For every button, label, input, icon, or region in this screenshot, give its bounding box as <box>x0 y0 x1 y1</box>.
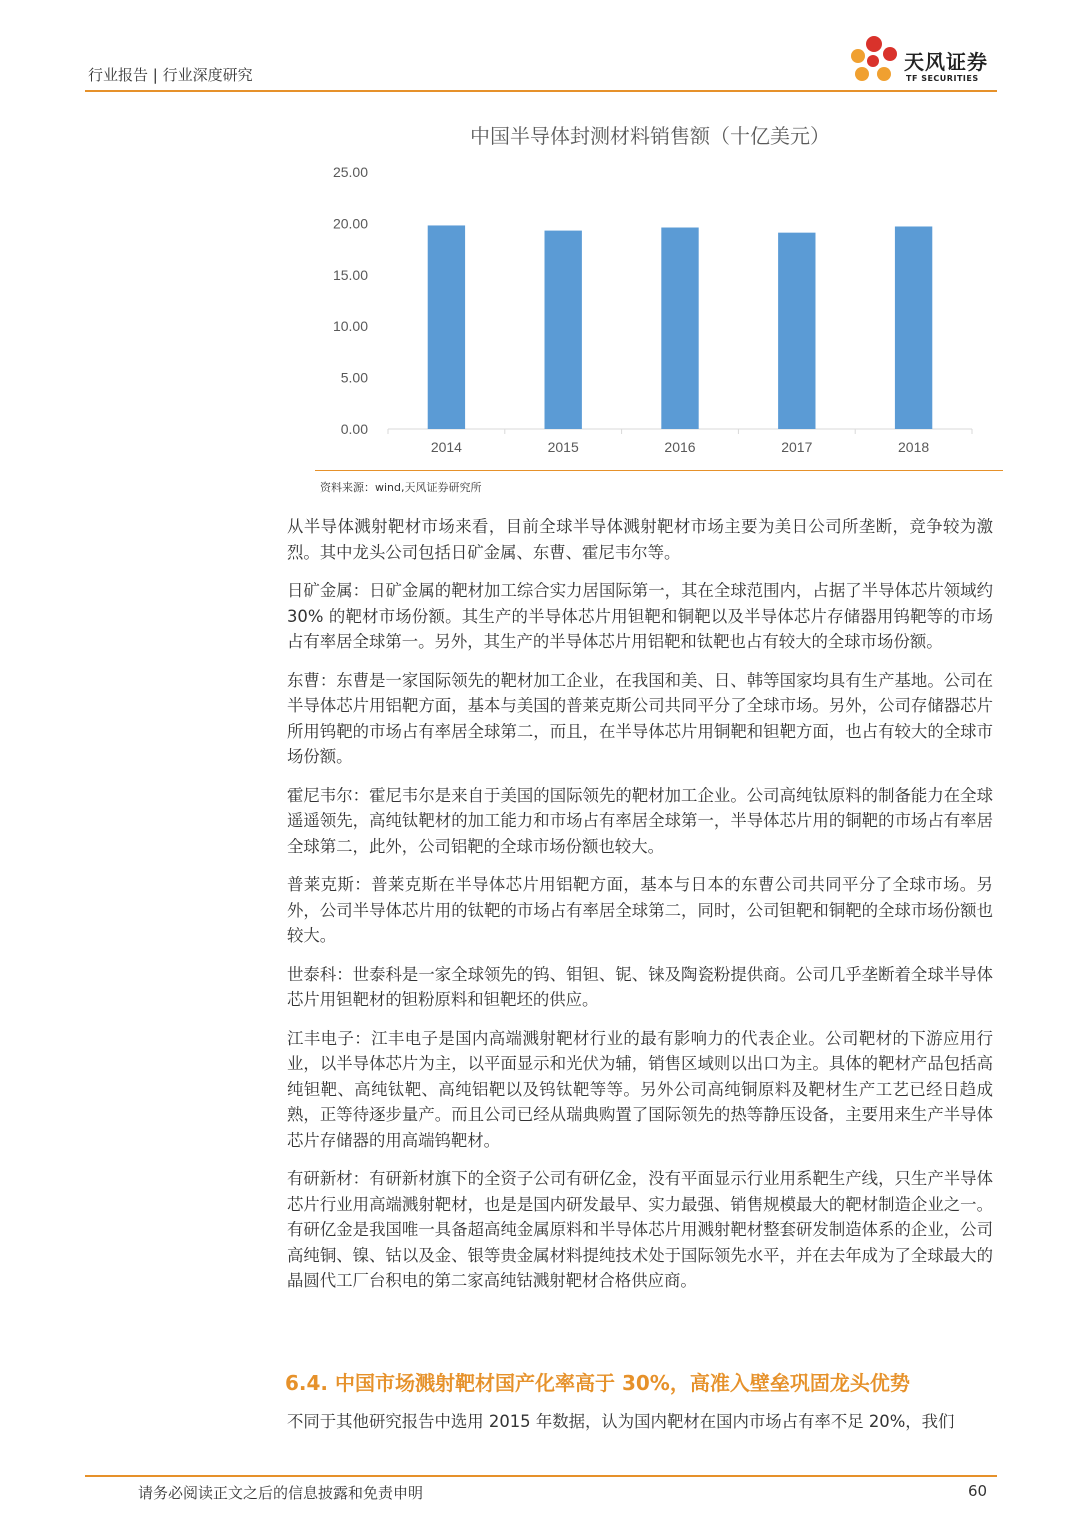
x-tick-label: 2018 <box>898 439 930 455</box>
company-logo <box>846 34 1006 90</box>
logo-name: 天风证券 <box>904 50 988 74</box>
header-divider <box>85 90 997 92</box>
paragraph-jiangfeng: 江丰电子：江丰电子是国内高端溅射靶材行业的最有影响力的代表企业。公司靶材的下游应用行业，以半导体芯片为主，以平面显示和光伏为辅，销售区域则以出口为主。具体的靶材产品包括高纯钽靶、高纯钛靶、高纯铝靶以及钨钛靶等等。另外公司高纯铜原料及靶材生产工艺已经日趋成熟，正等待逐步量产。而且公司已经从瑞典购置了国际领先的热等静压设备，主要用来生产半导体芯片存储器的用高端钨靶材。 <box>287 1028 993 1150</box>
section-heading: 6.4. 中国市场溅射靶材国产化率高于 30%，高准入壁垒巩固龙头优势 <box>285 1371 910 1395</box>
y-tick-label: 15.00 <box>332 266 368 283</box>
paragraph-youyan: 有研新材：有研新材旗下的全资子公司有研亿金，没有平面显示行业用系靶生产线，只生产半导体芯片行业用高端溅射靶材，也是是国内研发最早、实力最强、销售规模最大的靶材制造企业之一。有研亿金是我国唯一具备超高纯金属原料和半导体芯片用溅射靶材整套研发制造体系的企业，公司高纯铜、镍、钴以及金、银等贵金属材料提纯技术处于国际领先水平，并在去年成为了全球最大的晶圆代工厂台积电的第二家高纯钴溅射靶材合格供应商。 <box>287 1169 993 1290</box>
footer-divider <box>85 1475 997 1477</box>
paragraph-jx-metals: 日矿金属：日矿金属的靶材加工综合实力居国际第一，其在全球范围内，占据了半导体芯片领域约 30% 的靶材市场份额。其生产的半导体芯片用钽靶和铜靶以及半导体芯片存储器用钨靶等的市场占有率居全球第一。另外，其生产的半导体芯片用铝靶和钛靶也占有较大的全球市场份额。 <box>287 581 993 651</box>
y-tick-label: 25.00 <box>332 164 368 180</box>
bar-2017 <box>778 233 815 429</box>
bar-chart <box>320 158 1000 458</box>
y-tick-label: 20.00 <box>332 215 368 232</box>
paragraph-tosoh: 东曹：东曹是一家国际领先的靶材加工企业，在我国和美、日、韩等国家均具有生产基地。公司在半导体芯片用铝靶方面，基本与美国的普莱克斯公司共同平分了全球市场。另外，公司存储器芯片所用钨靶的市场占有率居全球第二，而且，在半导体芯片用铜靶和钽靶方面，也占有较大的全球市场份额。 <box>287 670 993 766</box>
paragraph-intro: 从半导体溅射靶材市场来看，目前全球半导体溅射靶材市场主要为美日公司所垄断，竞争较为激烈。其中龙头公司包括日矿金属、东曹、霍尼韦尔等。 <box>287 517 993 562</box>
chart-bottom-divider <box>315 470 1003 471</box>
paragraph-hc-starck: 世泰科：世泰科是一家全球领先的钨、钼钽、铌、铼及陶瓷粉提供商。公司几乎垄断着全球半导体芯片用钽靶材的钽粉原料和钽靶坯的供应。 <box>287 964 993 1009</box>
y-tick-label: 10.00 <box>332 318 368 335</box>
bar-2018 <box>895 226 932 429</box>
chart-title: 中国半导体封测材料销售额（十亿美元） <box>470 124 830 148</box>
report-category: 行业报告 | 行业深度研究 <box>88 66 253 84</box>
body-text <box>287 514 993 1307</box>
paragraph-honeywell: 霍尼韦尔：霍尼韦尔是来自于美国的国际领先的靶材加工企业。公司高纯钛原料的制备能力在全球遥遥领先，高纯钛靶材的加工能力和市场占有率居全球第一，半导体芯片用的铜靶的市场占有率居全球第二，此外，公司铝靶的全球市场份额也较大。 <box>287 785 993 856</box>
y-tick-label: 5.00 <box>340 369 368 386</box>
y-tick-label: 0.00 <box>340 421 368 437</box>
bar-2014 <box>428 225 465 429</box>
logo-subtitle: TF SECURITIES <box>906 74 979 83</box>
x-tick-label: 2014 <box>430 439 462 455</box>
footer-disclaimer: 请务必阅读正文之后的信息披露和免责申明 <box>138 1484 424 1502</box>
paragraph-continued: 不同于其他研究报告中选用 2015 年数据，认为国内靶材在国内市场占有率不足 20%，我们 <box>287 1412 955 1431</box>
chart-source: 资料来源：wind,天风证券研究所 <box>320 481 482 494</box>
page-number: 60 <box>968 1482 988 1500</box>
bar-2016 <box>661 228 698 429</box>
x-tick-label: 2017 <box>781 439 813 455</box>
paragraph-praxair: 普莱克斯：普莱克斯在半导体芯片用铝靶方面，基本与日本的东曹公司共同平分了全球市场。另外，公司半导体芯片用的钛靶的市场占有率居全球第二，同时，公司钽靶和铜靶的全球市场份额也较大。 <box>287 875 993 945</box>
x-tick-label: 2015 <box>547 439 579 455</box>
x-tick-label: 2016 <box>664 439 696 455</box>
flower-logo-icon <box>846 34 902 90</box>
bar-2015 <box>545 231 582 429</box>
